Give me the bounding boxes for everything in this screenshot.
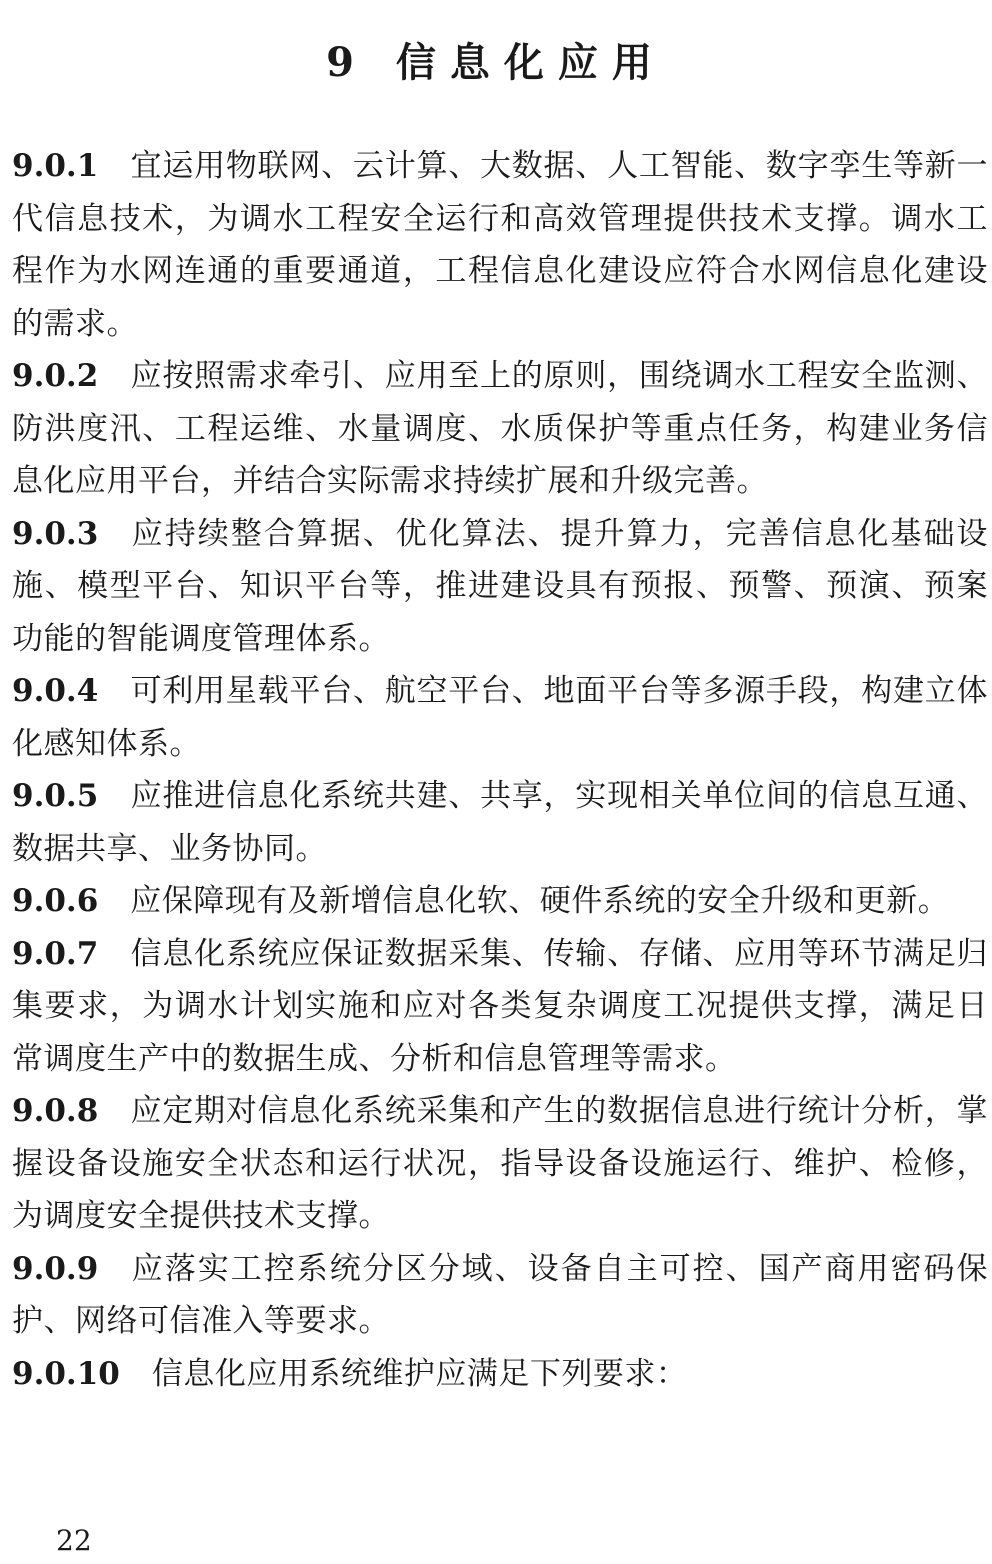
- chapter-number: 9: [326, 38, 354, 86]
- clause-number: 9.0.6: [12, 883, 99, 919]
- clause-9-0-6: [12, 875, 988, 928]
- clause-number: 9.0.8: [12, 1093, 99, 1129]
- clause-9-0-8: [12, 1085, 988, 1243]
- clause-9-0-1: [12, 140, 988, 350]
- chapter-title: [0, 35, 992, 91]
- clause-text: 宜运用物联网、云计算、大数据、人工智能、数字孪生等新一代信息技术，为调水工程安全运行和高效管理提供技术支撑。调水工程作为水网连通的重要通道，工程信息化建设应符合水网信息化建设的需求。: [12, 148, 988, 342]
- page-number: 22: [56, 1524, 92, 1557]
- clause-9-0-7: [12, 928, 988, 1086]
- clause-number: 9.0.9: [12, 1250, 99, 1287]
- clause-number: 9.0.2: [12, 358, 99, 394]
- clause-text: 应推进信息化系统共建、共享，实现相关单位间的信息互通、数据共享、业务协同。: [12, 778, 988, 867]
- chapter-title-text: 信息化应用: [395, 38, 666, 86]
- clause-text: 应保障现有及新增信息化软、硬件系统的安全升级和更新。: [130, 883, 950, 919]
- clause-text: 应按照需求牵引、应用至上的原则，围绕调水工程安全监测、防洪度汛、工程运维、水量调度、水质保护等重点任务，构建业务信息化应用平台，并结合实际需求持续扩展和升级完善。: [12, 358, 988, 499]
- clause-number: 9.0.3: [12, 515, 99, 552]
- clause-number: 9.0.1: [12, 148, 99, 184]
- clause-number: 9.0.10: [12, 1355, 120, 1392]
- clause-text: 信息化应用系统维护应满足下列要求：: [151, 1355, 688, 1392]
- clause-9-0-5: [12, 770, 988, 875]
- clause-text: 应定期对信息化系统采集和产生的数据信息进行统计分析，掌握设备设施安全状态和运行状况，指导设备设施运行、维护、检修，为调度安全提供技术支撑。: [12, 1093, 988, 1234]
- clause-9-0-9: [12, 1243, 988, 1348]
- clause-9-0-10: [12, 1348, 988, 1401]
- clause-text: 应落实工控系统分区分域、设备自主可控、国产商用密码保护、网络可信准入等要求。: [12, 1250, 988, 1339]
- clause-text: 信息化系统应保证数据采集、传输、存储、应用等环节满足归集要求，为调水计划实施和应对各类复杂调度工况提供支撑，满足日常调度生产中的数据生成、分析和信息管理等需求。: [12, 935, 988, 1077]
- clause-number: 9.0.7: [12, 935, 99, 972]
- clause-number: 9.0.4: [12, 673, 99, 709]
- clause-text: 可利用星载平台、航空平台、地面平台等多源手段，构建立体化感知体系。: [12, 673, 988, 762]
- clause-number: 9.0.5: [12, 778, 99, 814]
- clause-9-0-2: [12, 350, 988, 508]
- clause-list: [12, 140, 988, 1400]
- clause-9-0-4: [12, 665, 988, 770]
- clause-text: 应持续整合算据、优化算法、提升算力，完善信息化基础设施、模型平台、知识平台等，推进建设具有预报、预警、预演、预案功能的智能调度管理体系。: [12, 515, 988, 657]
- clause-9-0-3: [12, 508, 988, 666]
